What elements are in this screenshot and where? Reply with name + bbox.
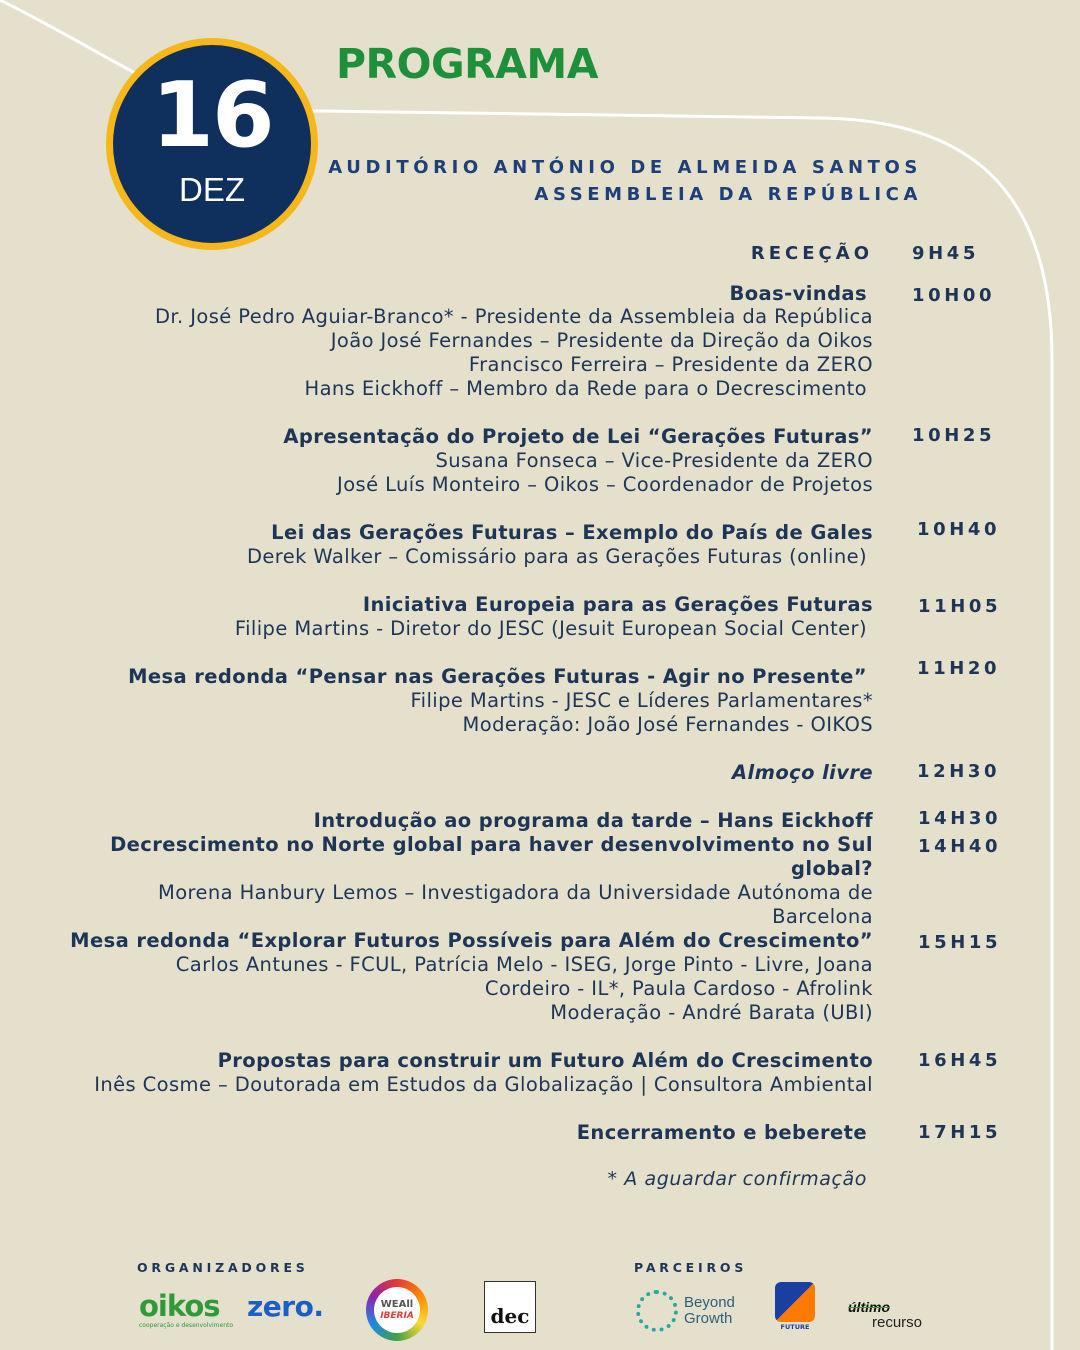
speaker-line: Carlos Antunes - FCUL, Patrícia Melo - ISEG, Jorge Pinto - Livre, Joana xyxy=(175,953,873,976)
time-label: 16H45 xyxy=(918,1050,1002,1071)
confirmation-note: * A aguardar confirmação xyxy=(607,1168,867,1190)
partners-label: PARCEIROS xyxy=(634,1260,748,1275)
weall-logo-subtext: IBERIA xyxy=(380,1310,414,1321)
future-word-1: FUTURE xyxy=(780,1323,810,1331)
session-title: Encerramento e beberete xyxy=(576,1121,867,1144)
speaker-line: Barcelona xyxy=(772,905,873,928)
beyond-growth-dots-icon xyxy=(636,1290,678,1332)
beyond-growth-word-2: Growth xyxy=(684,1310,733,1327)
ultimo-recurso-logo xyxy=(848,1300,922,1330)
page-title: PROGRAMA xyxy=(336,40,598,88)
speaker-line: Moderação - André Barata (UBI) xyxy=(550,1001,873,1024)
venue-institution: ASSEMBLEIA DA REPÚBLICA xyxy=(534,184,922,205)
time-label: 11H20 xyxy=(917,658,1001,679)
oikos-logo xyxy=(139,1289,234,1329)
time-label: 17H15 xyxy=(918,1122,1002,1143)
session-title: Iniciativa Europeia para as Gerações Futuras xyxy=(362,593,873,616)
ultimo-word: último xyxy=(848,1299,890,1315)
venue xyxy=(328,154,922,208)
dec-logo: dec xyxy=(484,1281,536,1333)
session-title: Propostas para construir um Futuro Além do Crescimento xyxy=(217,1049,873,1072)
speaker-line: Filipe Martins - Diretor do JESC (Jesuit European Social Center) xyxy=(234,617,867,640)
speaker-line: João José Fernandes – Presidente da Direção da Oikos xyxy=(330,329,873,352)
speaker-line: Filipe Martins - JESC e Líderes Parlamentares* xyxy=(410,689,873,712)
time-label: 12H30 xyxy=(917,761,1001,782)
weall-logo-text: WEAll xyxy=(380,1298,414,1310)
session-title: Introdução ao programa da tarde – Hans Eickhoff xyxy=(313,809,873,832)
speaker-line: Hans Eickhoff – Membro da Rede para o Decrescimento xyxy=(304,377,867,400)
speaker-line: Susana Fonseca – Vice-Presidente da ZERO xyxy=(435,449,873,472)
beyond-growth-logo xyxy=(636,1290,735,1332)
time-label: 15H15 xyxy=(918,932,1002,953)
session-title: Mesa redonda “Pensar nas Gerações Futuras - Agir no Presente” xyxy=(128,665,867,688)
session-title-cont: global? xyxy=(791,857,873,880)
date-month: DEZ xyxy=(179,171,245,208)
weall-iberia-logo xyxy=(366,1279,428,1341)
time-label: 10H40 xyxy=(917,519,1001,540)
speaker-line: Inês Cosme – Doutorada em Estudos da Globalização | Consultora Ambiental xyxy=(94,1073,873,1096)
date-day: 16 xyxy=(151,63,273,168)
speaker-line: Cordeiro - IL*, Paula Cardoso - Afrolink xyxy=(484,977,873,1000)
beyond-growth-text xyxy=(684,1295,735,1327)
session-title: Mesa redonda “Explorar Futuros Possíveis para Além do Crescimento” xyxy=(70,929,873,952)
organizers-label: ORGANIZADORES xyxy=(137,1260,309,1275)
speaker-line: Morena Hanbury Lemos – Investigadora da Universidade Autónoma de xyxy=(157,881,873,904)
future-generations-mark-icon xyxy=(775,1282,815,1322)
time-label: 11H05 xyxy=(918,596,1002,617)
time-label: 10H25 xyxy=(912,425,996,446)
oikos-logo-text: oikos xyxy=(139,1289,220,1323)
session-title: Apresentação do Projeto de Lei “Gerações Futuras” xyxy=(283,425,873,448)
time-label: 10H00 xyxy=(912,285,996,306)
speaker-line: Derek Walker – Comissário para as Gerações Futuras (online) xyxy=(246,545,867,568)
future-generations-text xyxy=(773,1324,817,1331)
time-label: 9H45 xyxy=(912,243,980,264)
weall-logo-center xyxy=(374,1287,420,1333)
future-generations-logo xyxy=(773,1282,817,1336)
venue-name: AUDITÓRIO ANTÓNIO DE ALMEIDA SANTOS xyxy=(328,157,922,178)
time-label: 14H40 xyxy=(918,836,1002,857)
agenda-reception: RECEÇÃO xyxy=(750,243,873,264)
speaker-line: Moderação: João José Fernandes - OIKOS xyxy=(462,713,873,736)
recurso-word: recurso xyxy=(872,1314,923,1331)
session-title: Lei das Gerações Futuras – Exemplo do País de Gales xyxy=(271,521,873,544)
speaker-line: Francisco Ferreira – Presidente da ZERO xyxy=(468,353,873,376)
lunch-break: Almoço livre xyxy=(732,761,873,784)
session-title: Decrescimento no Norte global para haver desenvolvimento no Sul xyxy=(110,833,873,856)
beyond-growth-word-1: Beyond xyxy=(684,1294,735,1311)
oikos-logo-subtitle: cooperação e desenvolvimento xyxy=(139,1322,234,1329)
session-title: Boas-vindas xyxy=(729,282,867,305)
speaker-line: Dr. José Pedro Aguiar-Branco* - Presidente da Assembleia da República xyxy=(154,305,873,328)
time-label: 14H30 xyxy=(918,808,1002,829)
date-badge xyxy=(106,38,318,250)
zero-logo: zero. xyxy=(247,1290,324,1323)
speaker-line: José Luís Monteiro – Oikos – Coordenador de Projetos xyxy=(337,473,873,496)
